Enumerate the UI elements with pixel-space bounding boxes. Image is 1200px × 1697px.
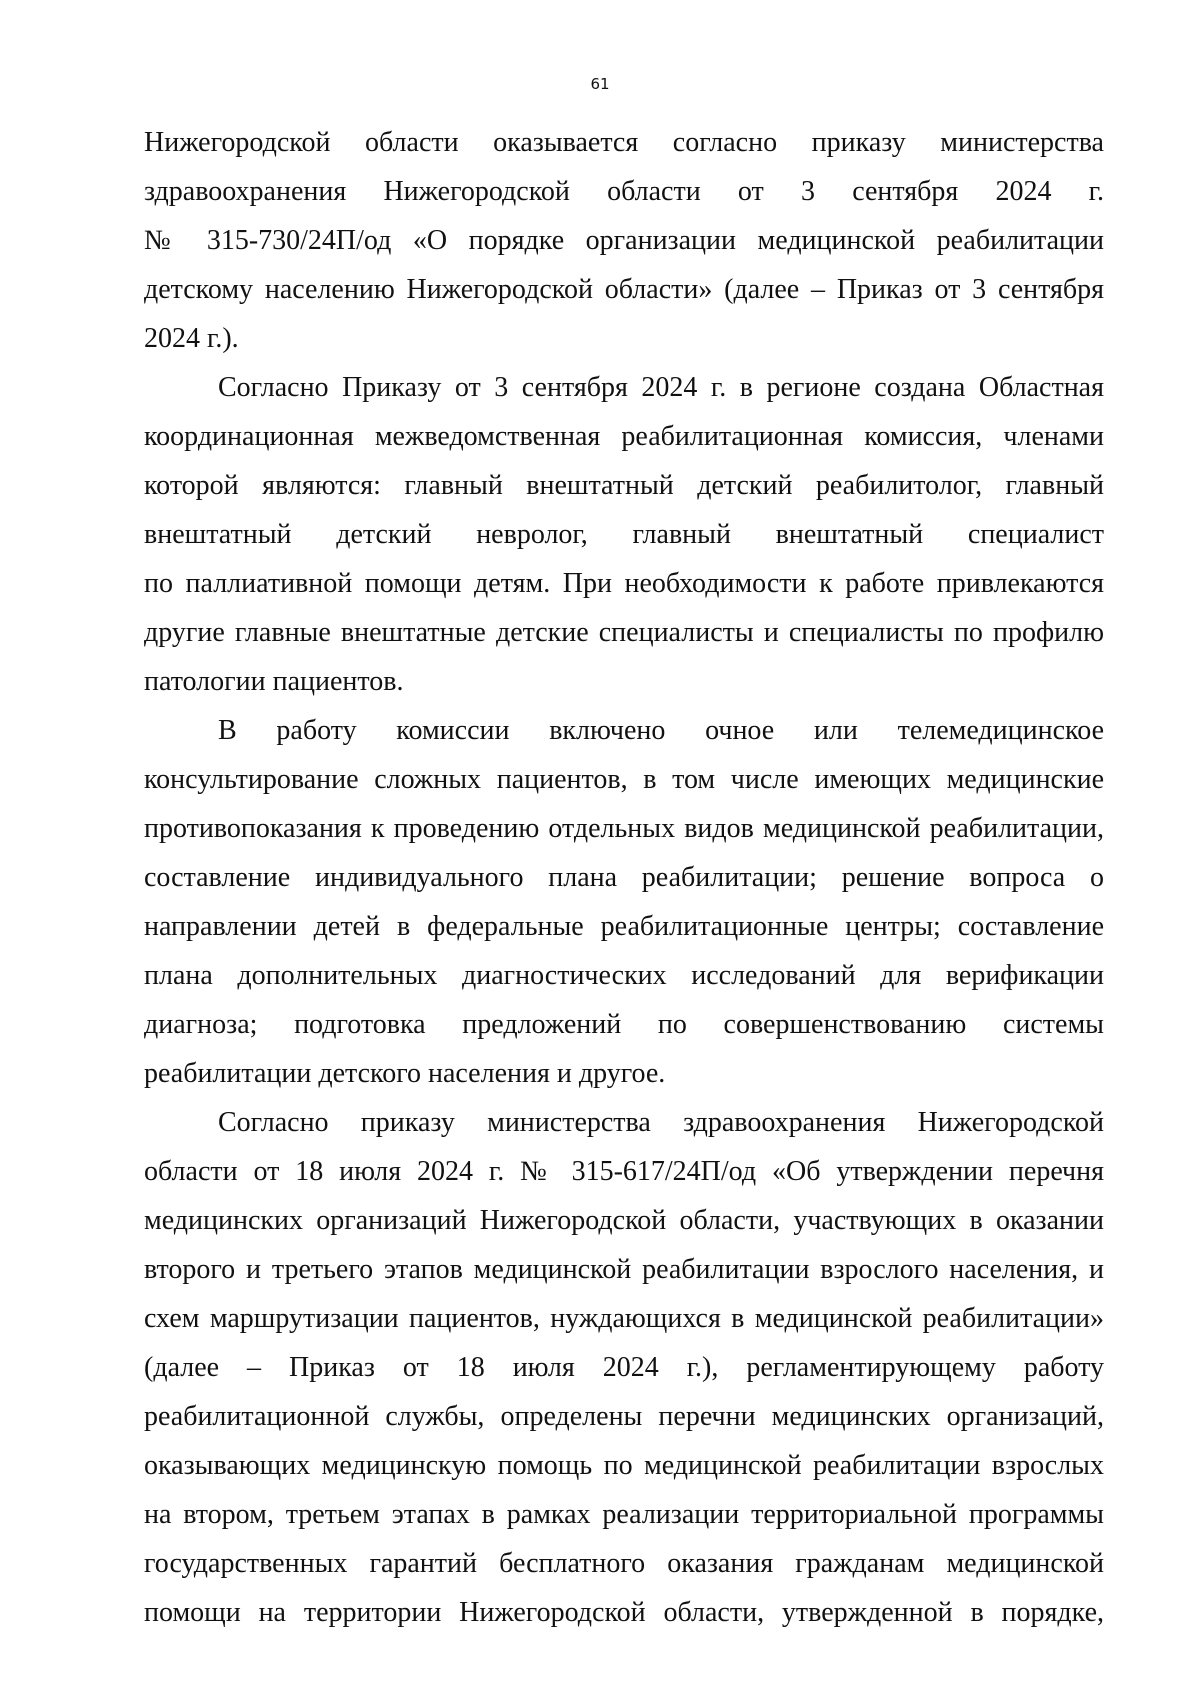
text-line: № 315-730/24П/од «О порядке организации медицинской реабилитации	[144, 225, 1104, 256]
text-line: здравоохранения Нижегородской области от 3 сентября 2024 г.	[144, 176, 1104, 207]
text-line: консультирование сложных пациентов, в том числе имеющих медицинские	[144, 764, 1104, 795]
text-line: плана дополнительных диагностических исследований для верификации	[144, 960, 1104, 991]
text-line: детскому населению Нижегородской области» (далее – Приказ от 3 сентября	[144, 274, 1104, 305]
text-line: Согласно приказу министерства здравоохранения Нижегородской	[218, 1107, 1104, 1138]
text-line: по паллиативной помощи детям. При необходимости к работе привлекаются	[144, 568, 1104, 599]
paragraph-3	[144, 706, 1104, 1098]
text-line: (далее – Приказ от 18 июля 2024 г.), регламентирующему работу	[144, 1352, 1104, 1383]
text-line: противопоказания к проведению отдельных видов медицинской реабилитации,	[144, 813, 1104, 844]
text-line: оказывающих медицинскую помощь по медицинской реабилитации взрослых	[144, 1450, 1104, 1481]
text-line: медицинских организаций Нижегородской области, участвующих в оказании	[144, 1205, 1104, 1236]
text-line: внештатный детский невролог, главный внештатный специалист	[144, 519, 1104, 550]
text-line: патологии пациентов.	[144, 666, 404, 697]
text-line: второго и третьего этапов медицинской реабилитации взрослого населения, и	[144, 1254, 1104, 1285]
text-line: которой являются: главный внештатный детский реабилитолог, главный	[144, 470, 1104, 501]
text-line: реабилитационной службы, определены перечни медицинских организаций,	[144, 1401, 1104, 1432]
text-line: области от 18 июля 2024 г. № 315-617/24П/од «Об утверждении перечня	[144, 1156, 1104, 1187]
text-line: помощи на территории Нижегородской области, утвержденной в порядке,	[144, 1597, 1104, 1628]
text-line: координационная межведомственная реабилитационная комиссия, членами	[144, 421, 1104, 452]
text-line: на втором, третьем этапах в рамках реализации территориальной программы	[144, 1499, 1104, 1530]
text-line: В работу комиссии включено очное или телемедицинское	[218, 715, 1104, 746]
paragraph-2	[144, 363, 1104, 706]
text-line: Нижегородской области оказывается согласно приказу министерства	[144, 127, 1104, 158]
paragraph-4	[144, 1098, 1104, 1637]
text-line: Согласно Приказу от 3 сентября 2024 г. в регионе создана Областная	[218, 372, 1104, 403]
text-line: государственных гарантий бесплатного оказания гражданам медицинской	[144, 1548, 1104, 1579]
text-line: 2024 г.).	[144, 323, 239, 354]
text-line: составление индивидуального плана реабилитации; решение вопроса о	[144, 862, 1104, 893]
text-line: направлении детей в федеральные реабилитационные центры; составление	[144, 911, 1104, 942]
text-line: реабилитации детского населения и другое.	[144, 1058, 666, 1089]
document-body	[144, 118, 1104, 1637]
page-number: 61	[590, 75, 610, 93]
text-line: другие главные внештатные детские специалисты и специалисты по профилю	[144, 617, 1104, 648]
paragraph-1	[144, 118, 1104, 363]
text-line: диагноза; подготовка предложений по совершенствованию системы	[144, 1009, 1104, 1040]
text-line: схем маршрутизации пациентов, нуждающихся в медицинской реабилитации»	[144, 1303, 1104, 1334]
